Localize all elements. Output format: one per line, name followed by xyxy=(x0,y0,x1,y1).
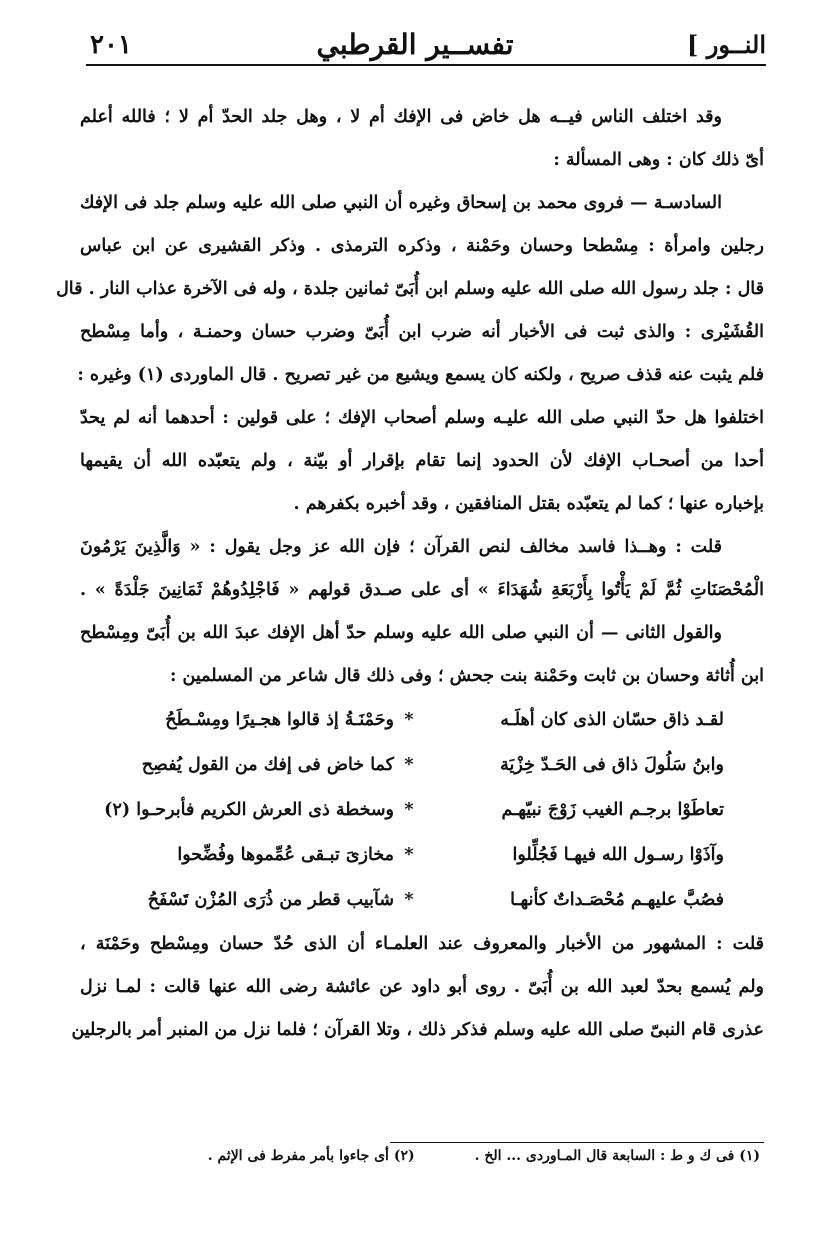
footnote-1: (١) فى ك و ط : السابعة قال المـاوردى ... الخ . xyxy=(474,1148,760,1164)
text-line: أحدا من أصحـاب الإفك لأن الحدود إنما تقام بإقرار أو بيّنة ، ولم يتعبّده الله أن يقيمها xyxy=(80,451,764,471)
verse-second-hemistich: مخازىَ تبـقى عُمِّموها وفُضِّحوا xyxy=(177,845,394,865)
text-line: قلت : المشهور من الأخبار والمعروف عند العلمـاء أن الذى حُدّ حسان ومِسْطح وحَمْنَة ، xyxy=(80,934,764,954)
text-line: ولم يُسمع بحدّ لعبد الله بن أُبَىّ . روى أبو داود عن عائشة رضى الله عنها قالت : لمـا نزل xyxy=(80,977,764,997)
verse-separator: * xyxy=(404,890,414,910)
verse-first-hemistich: وآذَوْا رسـول الله فيهـا فَجُلِّلوا xyxy=(512,845,724,865)
text-line: عذرى قام النبىّ صلى الله عليه وسلم فذكر ذلك ، وتلا القرآن ؛ فلما نزل من المنبر أمر بالرجلين xyxy=(71,1020,764,1040)
text-line: وقد اختلف الناس فيــه هل خاض فى الإفك أم لا ، وهل جلد الحدّ أم لا ؛ فالله أعلم xyxy=(80,107,722,127)
poem-verse xyxy=(80,743,764,788)
poem-verse xyxy=(80,788,764,833)
verse-separator: * xyxy=(404,845,414,865)
text-line: ابن أُثاثة وحسان بن ثابت وحَمْنة بنت جحش ؛ وفى ذلك قال شاعر من المسلمين : xyxy=(169,666,764,686)
verse-second-hemistich: شآبيب قطر من ذُرَى المُزْن تَسْفَحُ xyxy=(147,890,394,910)
text-line: السادسـة — فروى محمد بن إسحاق وغيره أن النبي صلى الله عليه وسلم جلد فى الإفك xyxy=(80,193,722,213)
text-line: قلت : وهــذا فاسد مخالف لنص القرآن ؛ فإن الله عز وجل يقول : « وَالَّذِينَ يَرْمُونَ xyxy=(80,537,722,557)
text-line: أىّ ذلك كان : وهى المسألة : xyxy=(553,150,764,170)
verse-first-hemistich: تعاطَوْا برجـم الغيب زَوْجَ نبيّهـم xyxy=(501,800,724,820)
footnote-2: (٢) أى جاءوا بأمر مفرط فى الإثم . xyxy=(207,1148,415,1164)
poem-verse xyxy=(80,878,764,923)
verse-second-hemistich: كما خاض فى إفك من القول يُفصِح xyxy=(141,755,394,775)
surah-name: النــور ] xyxy=(687,30,766,59)
verse-separator: * xyxy=(404,800,414,820)
footnote-rule xyxy=(390,1142,764,1143)
text-line: القُشَيْرى : والذى ثبت فى الأخبار أنه ضرب ابن أُبَىّ وضرب حسان وحمنـة ، وأما مِسْطح xyxy=(80,322,764,342)
text-line: رجلين وامرأة : مِسْطحا وحسان وحَمْنة ، وذكره الترمذى . وذكر القشيرى عن ابن عباس xyxy=(80,236,764,256)
text-line: والقول الثانى — أن النبي صلى الله عليه وسلم حدّ أهل الإفك عبدَ الله بن أُبَىّ ومِسْطح xyxy=(80,623,722,643)
text-line: الْمُحْصَنَاتِ ثُمَّ لَمْ يَأْتُوا بِأَرْبَعَةِ شُهَدَاءَ » أى على صـدق قولهم « فَاجْلِدُوهُمْ ثَمَانِينَ جَلْدَةً » . xyxy=(80,580,764,600)
book-title: تفســير القرطبي xyxy=(316,28,514,61)
page-number: ٢٠١ xyxy=(90,30,132,60)
verse-first-hemistich: وابنُ سَلُولَ ذاق فى الحَـدّ خِزْيَة xyxy=(500,755,724,775)
verse-second-hemistich: وسخطة ذى العرش الكريم فأبرحـوا (٢) xyxy=(104,800,394,820)
footnotes xyxy=(150,1148,760,1164)
verse-second-hemistich: وحَمْنَـةُ إذ قالوا هجـيرًا ومِسْـطَحُ xyxy=(165,710,394,730)
text-line: فلم يثبت عنه قذف صريح ، ولكنه كان يسمع ويشيع من غير تصريح . قال الماوردى (١) وغيره : xyxy=(77,365,764,385)
verse-separator: * xyxy=(404,710,414,730)
verse-first-hemistich: لقـد ذاق حسّان الذى كان أهلَـه xyxy=(500,710,724,730)
poem-verse xyxy=(80,833,764,878)
text-line: اختلفوا هل حدّ النبي صلى الله عليـه وسلم أصحاب الإفك ؛ على قولين : أحدهما أنه لم يحدّ xyxy=(80,408,764,428)
main-text xyxy=(56,96,764,1052)
verse-first-hemistich: فصُبَّ عليهـم مُحْصَـداتٌ كأنهـا xyxy=(510,890,724,910)
header-rule xyxy=(86,64,766,66)
poem-verse xyxy=(80,698,764,743)
text-line: قال : جلد رسول الله صلى الله عليه وسلم ابن أُبَىّ ثمانين جلدة ، وله فى الآخرة عذاب النار . قال xyxy=(56,279,764,299)
text-line: بإخباره عنها ؛ كما لم يتعبّده بقتل المنافقين ، وقد أخبره بكفرهم . xyxy=(293,494,764,514)
verse-separator: * xyxy=(404,755,414,775)
